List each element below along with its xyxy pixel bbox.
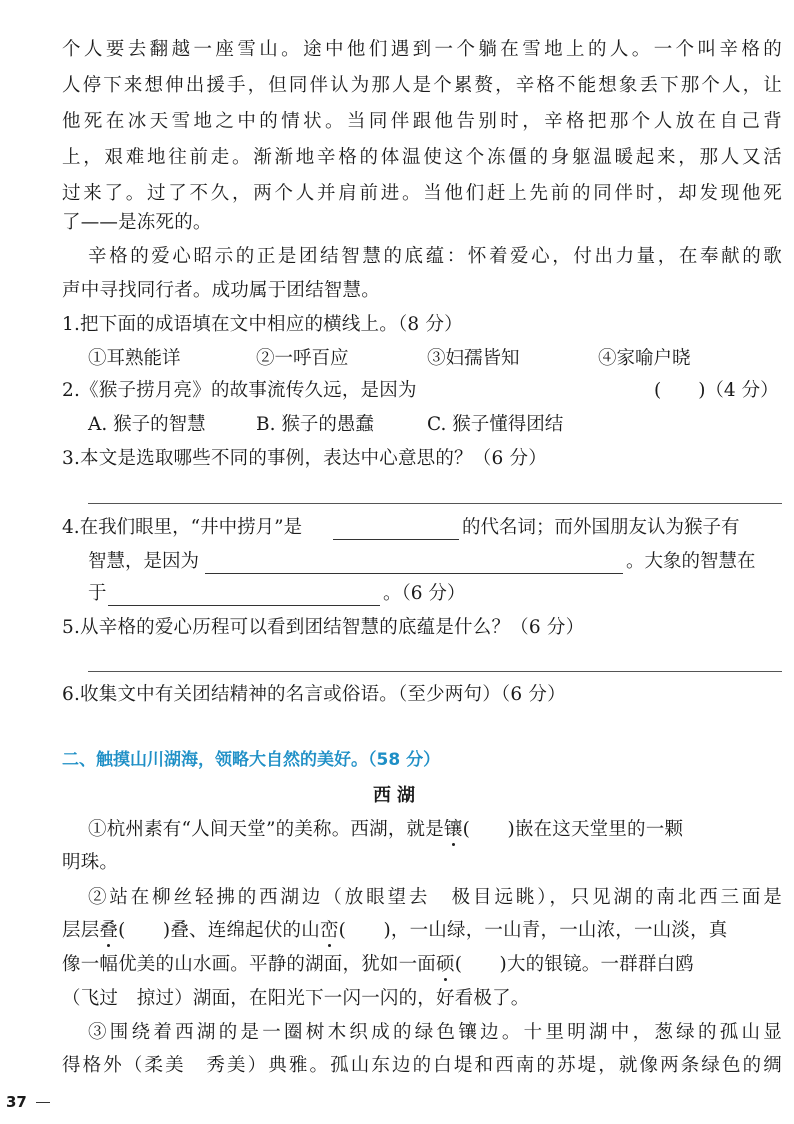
- passage-line-3: 他死在冰天雪地之中的情状。当同伴跟他告别时，辛格把那个人放在自己背: [62, 111, 782, 132]
- question-2: 2.《猴子捞月亮》的故事流传久远，是因为: [62, 380, 417, 401]
- xihu-p2-text-d: 像一幅优美的山水画。平静的湖面，犹如一面: [62, 954, 437, 975]
- q2-option-b: B. 猴子的愚蠢: [256, 414, 374, 435]
- q3-answer-line[interactable]: [88, 503, 782, 504]
- page-number: 37: [6, 1093, 27, 1111]
- dotted-char-luan: 峦: [319, 920, 339, 941]
- q4-text-d: 。大象的智慧在: [626, 551, 756, 572]
- q1-option-1: ①耳熟能详: [88, 348, 181, 369]
- question-5: 5.从辛格的爱心历程可以看到团结智慧的底蕴是什么？（6 分）: [62, 617, 585, 638]
- passage-line-5: 过来了。过了不久，两个人并肩前进。当他们赶上先前的同伴时，却发现他死: [62, 183, 782, 204]
- q1-option-3: ③妇孺皆知: [427, 348, 520, 369]
- q4-text-e: 于: [88, 583, 107, 604]
- dotted-char-xiang: 镶: [443, 819, 463, 840]
- q2-option-a: A. 猴子的智慧: [88, 414, 206, 435]
- q2-option-c: C. 猴子懂得团结: [427, 414, 564, 435]
- passage-line-1: 个人要去翻越一座雪山。途中他们遇到一个躺在雪地上的人。一个叫辛格的: [62, 39, 782, 60]
- q5-answer-line[interactable]: [88, 671, 782, 672]
- passage-para2-line-1: 辛格的爱心昭示的正是团结智慧的底蕴：怀着爱心，付出力量，在奉献的歌: [88, 246, 782, 267]
- xihu-p1-line-1: [88, 817, 782, 843]
- xihu-p2-line-4: （飞过 掠过）湖面，在阳光下一闪一闪的，好看极了。: [62, 988, 530, 1009]
- dotted-char-shuo: 硕: [436, 954, 455, 975]
- xihu-p2-line-1: ②站在柳丝轻拂的西湖边（放眼望去 极目远眺），只见湖的南北西三面是: [88, 887, 782, 908]
- passage-para2-line-2: 声中寻找同行者。成功属于团结智慧。: [62, 280, 380, 301]
- xihu-p3-line-2: 得格外（柔美 秀美）典雅。孤山东边的白堤和西南的苏堤，就像两条绿色的绸: [62, 1055, 782, 1076]
- q4-blank-3[interactable]: [108, 585, 380, 606]
- q4-text-b: 的代名词；而外国朋友认为猴子有: [462, 517, 740, 538]
- passage-line-4: 上，艰难地往前走。渐渐地辛格的体温使这个冻僵的身躯温暖起来，那人又活: [62, 147, 782, 168]
- xihu-p1-line-2: 明珠。: [62, 852, 119, 873]
- xihu-p2-text-b: ( )叠、连绵起伏的山: [118, 920, 320, 941]
- q4-blank-2[interactable]: [205, 553, 623, 574]
- question-3: 3.本文是选取哪些不同的事例，表达中心意思的？（6 分）: [62, 448, 547, 469]
- passage-line-2: 人停下来想伸出援手，但同伴认为那人是个累赘，辛格不能想象丢下那个人，让: [62, 75, 782, 96]
- q4-text-a: 4.在我们眼里，“井中捞月”是: [62, 517, 303, 538]
- xihu-p3-line-1: ③围绕着西湖的是一圈树木织成的绿色镶边。十里明湖中，葱绿的孤山显: [88, 1022, 782, 1043]
- section-2-heading: 二、触摸山川湖海，领略大自然的美好。（58 分）: [62, 750, 441, 770]
- q2-answer-bracket[interactable]: ( )（4 分）: [654, 380, 779, 401]
- xihu-p2-line-3: [62, 952, 782, 978]
- q4-blank-1[interactable]: [333, 519, 459, 540]
- q1-option-4: ④家喻户晓: [598, 348, 691, 369]
- xihu-p2-text-c: ( )，一山绿，一山青，一山浓，一山淡，真: [338, 920, 728, 941]
- passage-title: 西湖: [373, 785, 421, 806]
- question-1: 1.把下面的成语填在文中相应的横线上。（8 分）: [62, 314, 463, 335]
- xihu-p1-text-a: ①杭州素有“人间天堂”的美称。西湖，就是: [88, 819, 444, 840]
- xihu-p1-text-b: ( )嵌在这天堂里的一颗: [462, 819, 684, 840]
- dotted-char-die: 叠: [99, 920, 119, 941]
- question-6: 6.收集文中有关团结精神的名言或俗语。（至少两句）（6 分）: [62, 684, 566, 705]
- xihu-p2-text-a: 层层: [62, 920, 100, 941]
- q4-text-f: 。（6 分）: [383, 583, 466, 604]
- page-number-dash: [36, 1102, 50, 1103]
- q1-option-2: ②一呼百应: [256, 348, 349, 369]
- xihu-p2-text-e: ( )大的银镜。一群群白鸥: [454, 954, 694, 975]
- q4-text-c: 智慧，是因为: [88, 551, 200, 572]
- xihu-p2-line-2: [62, 918, 782, 944]
- passage-line-6: 了——是冻死的。: [62, 212, 212, 233]
